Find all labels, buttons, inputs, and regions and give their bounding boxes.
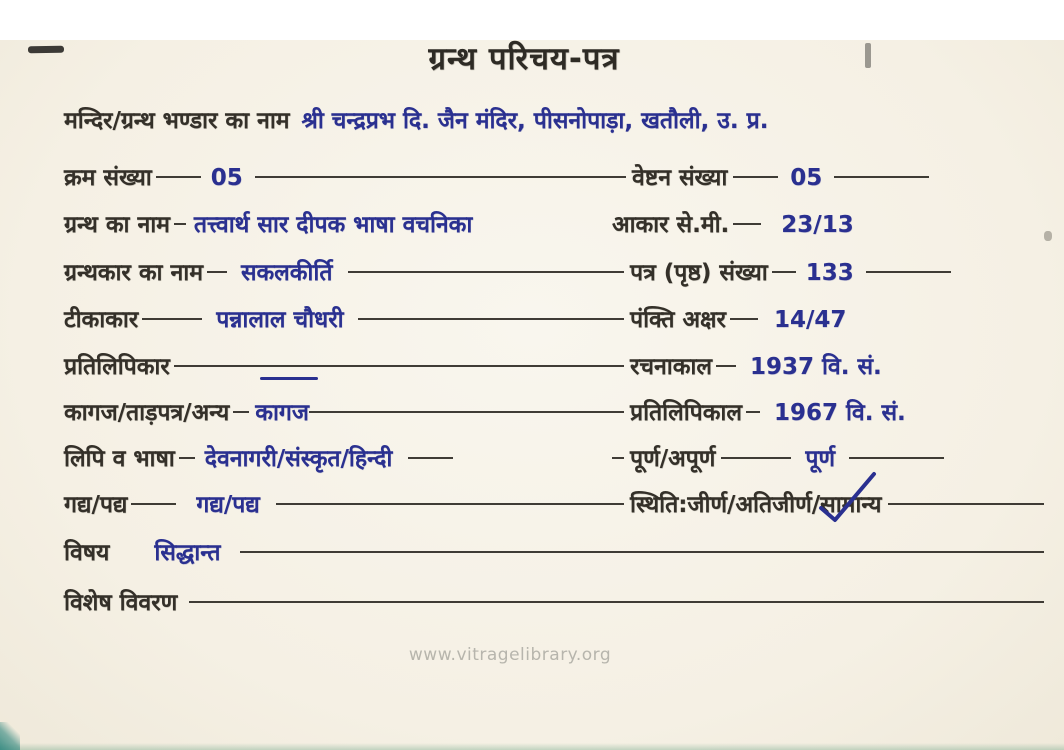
field-value-temple-name: श्री चन्द्रप्रभ दि. जैन मंदिर, पीसनोपाड़ा, खतौली, उ. प्र. <box>301 108 769 134</box>
field-row-special-details <box>64 588 1044 618</box>
rule-line <box>233 411 249 413</box>
scan-artifact-bottom-left-corner <box>0 722 20 750</box>
field-value-material: कागज <box>255 400 309 426</box>
field-material <box>64 398 612 428</box>
rule-line <box>131 503 176 505</box>
rule-line <box>255 176 612 178</box>
rule-line <box>189 601 1044 603</box>
field-label-script-language: लिपि व भाषा <box>64 446 175 472</box>
field-value-prose-verse: गद्य/पद्य <box>196 492 260 518</box>
page-title: ग्रन्थ परिचय-पत्र <box>428 41 620 77</box>
watermark-text: www.vitragelibrary.org <box>408 645 612 665</box>
field-label-material: कागज/ताड़पत्र/अन्य <box>64 400 230 426</box>
rule-line <box>612 365 624 367</box>
rule-line <box>142 318 202 320</box>
scan-artifact-bottom-strip <box>0 743 1064 750</box>
rule-line <box>207 271 227 273</box>
field-scribe <box>64 352 612 382</box>
field-row-serial-bundle <box>64 163 1044 193</box>
field-label-copied-in: प्रतिलिपिकाल <box>630 400 742 426</box>
field-row-bookname-size <box>64 210 1044 240</box>
field-script-language <box>64 444 612 474</box>
rule-line <box>179 457 195 459</box>
field-row-script-completeness <box>64 444 1044 474</box>
field-label-temple-name: मन्दिर/ग्रन्थ भण्डार का नाम <box>64 108 290 134</box>
field-composed-in <box>612 352 1044 382</box>
field-row-subject <box>64 538 1044 568</box>
rule-line <box>358 318 612 320</box>
rule-line <box>612 176 626 178</box>
field-row-scribe-composed <box>64 352 1044 382</box>
field-author <box>64 258 612 288</box>
field-value-author: सकलकीर्ति <box>240 260 333 286</box>
rule-line <box>309 411 612 413</box>
field-row-commentator-lines <box>64 305 1044 335</box>
rule-line <box>240 551 1044 553</box>
field-value-serial-no: 05 <box>210 165 243 191</box>
rule-line <box>174 365 612 367</box>
field-value-commentator: पन्नालाल चौधरी <box>216 307 344 333</box>
field-copied-in <box>612 398 1044 428</box>
field-bundle-no <box>612 163 1044 193</box>
rule-line <box>408 457 453 459</box>
rule-line <box>716 365 736 367</box>
field-completeness <box>612 444 1044 474</box>
field-value-script-language: देवनागरी/संस्कृत/हिन्दी <box>204 446 393 472</box>
field-condition <box>612 490 1044 520</box>
rule-line <box>888 503 1045 505</box>
field-value-size-cm: 23/13 <box>781 212 854 238</box>
scan-artifact-right-speck <box>1044 231 1052 241</box>
field-label-size-cm: आकार से.मी. <box>612 212 730 238</box>
rule-line <box>721 457 791 459</box>
field-label-serial-no: क्रम संख्या <box>64 165 152 191</box>
rule-line <box>612 503 624 505</box>
condition-checked-option <box>820 490 881 520</box>
field-prose-verse <box>64 490 612 520</box>
rule-line <box>772 271 796 273</box>
field-label-author: ग्रन्थकार का नाम <box>64 260 203 286</box>
field-value-copied-in: 1967 वि. सं. <box>773 400 906 426</box>
field-value-bundle-no: 05 <box>790 165 823 191</box>
rule-line <box>834 176 929 178</box>
field-commentator <box>64 305 612 335</box>
field-label-subject: विषय <box>64 540 110 566</box>
scan-artifact-top-right <box>865 43 871 68</box>
rule-line <box>348 271 612 273</box>
rule-line <box>612 411 624 413</box>
rule-line <box>612 318 624 320</box>
field-label-commentator: टीकाकार <box>64 307 139 333</box>
rule-line <box>733 223 761 225</box>
field-value-composed-in: 1937 वि. सं. <box>749 354 882 380</box>
scribe-blank-dash <box>260 377 318 380</box>
field-value-lines-letters: 14/47 <box>773 307 847 333</box>
field-label-special-details: विशेष विवरण <box>64 590 178 616</box>
field-label-bundle-no: वेष्टन संख्या <box>632 165 728 191</box>
field-value-completeness: पूर्ण <box>805 446 836 472</box>
field-label-composed-in: रचनाकाल <box>630 354 712 380</box>
field-label-condition: स्थिति:जीर्ण/अतिजीर्ण/ <box>630 492 821 518</box>
field-value-book-name: तत्त्वार्थ सार दीपक भाषा वचनिका <box>193 212 473 238</box>
field-value-leaf-count: 133 <box>805 260 854 286</box>
field-serial-no <box>64 163 612 193</box>
field-row-author-leaves <box>64 258 1044 288</box>
scan-artifact-top-left <box>28 46 64 54</box>
rule-line <box>849 457 944 459</box>
field-leaf-count <box>612 258 1044 288</box>
rule-line <box>866 271 951 273</box>
scanned-catalog-card <box>0 40 1064 750</box>
field-size-cm <box>612 210 1044 240</box>
condition-checked-option-text: सामान्य <box>820 492 882 518</box>
rule-line <box>612 457 624 459</box>
field-lines-letters <box>612 305 1044 335</box>
rule-line <box>733 176 778 178</box>
field-label-lines-letters: पंक्ति अक्षर <box>630 307 726 333</box>
field-label-prose-verse: गद्य/पद्य <box>64 492 128 518</box>
field-label-book-name: ग्रन्थ का नाम <box>64 212 170 238</box>
rule-line <box>276 503 612 505</box>
field-book-name <box>64 210 612 240</box>
rule-line <box>730 318 758 320</box>
field-row-temple-name <box>64 106 1044 136</box>
field-row-material-copied <box>64 398 1044 428</box>
rule-line <box>156 176 201 178</box>
field-row-proseverse-condition <box>64 490 1044 520</box>
rule-line <box>746 411 760 413</box>
rule-line <box>612 271 624 273</box>
field-label-leaf-count: पत्र (पृष्ठ) संख्या <box>630 260 768 286</box>
rule-line <box>174 223 186 225</box>
field-label-completeness: पूर्ण/अपूर्ण <box>630 446 716 472</box>
field-value-subject: सिद्धान्त <box>154 540 221 566</box>
field-label-scribe: प्रतिलिपिकार <box>64 354 170 380</box>
